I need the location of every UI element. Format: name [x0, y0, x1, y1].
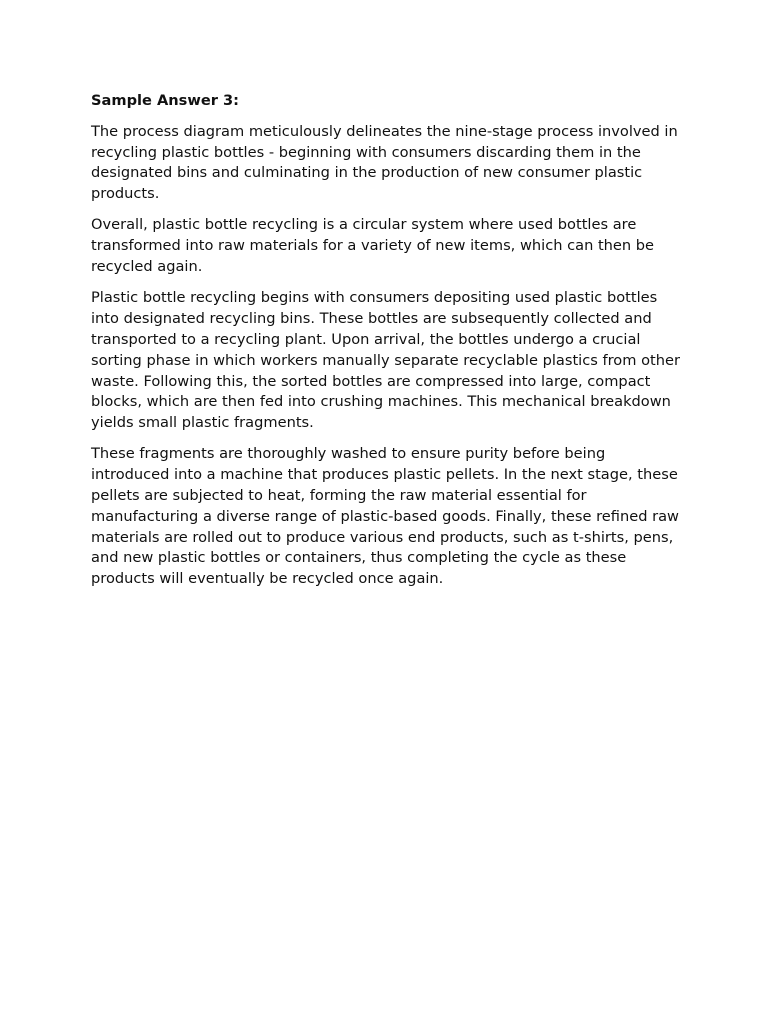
document-heading: Sample Answer 3: — [91, 92, 240, 109]
paragraph-introduction: The process diagram meticulously delineates the nine-stage process involved in recycling plastic bottles - beginning with consumers discarding them in the designated bins and culminating in the production of new consumer plastic products. — [91, 122, 678, 203]
paragraph-body-2: These fragments are thoroughly washed to ensure purity before being introduced into a machine that produces plastic pellets. In the next stage, these pellets are subjected to heat, forming the raw material essential for manufacturing a diverse range of plastic-based goods. Finally, these refined raw materials are rolled out to produce various end products, such as t-shirts, pens, and new plastic bottles or containers, thus completing the cycle as these products will eventually be recycled once again. — [91, 445, 679, 588]
paragraph-overview: Overall, plastic bottle recycling is a circular system where used bottles are transformed into raw materials for a variety of new items, which can then be recycled again. — [91, 216, 655, 276]
document-page — [91, 91, 687, 601]
paragraph-body-1: Plastic bottle recycling begins with consumers depositing used plastic bottles into designated recycling bins. These bottles are subsequently collected and transported to a recycling plant. Upon arrival, the bottles undergo a crucial sorting phase in which workers manually separate recyclable plastics from other waste. Following this, the sorted bottles are compressed into large, compact blocks, which are then fed into crushing machines. This mechanical breakdown yields small plastic fragments. — [91, 289, 680, 432]
